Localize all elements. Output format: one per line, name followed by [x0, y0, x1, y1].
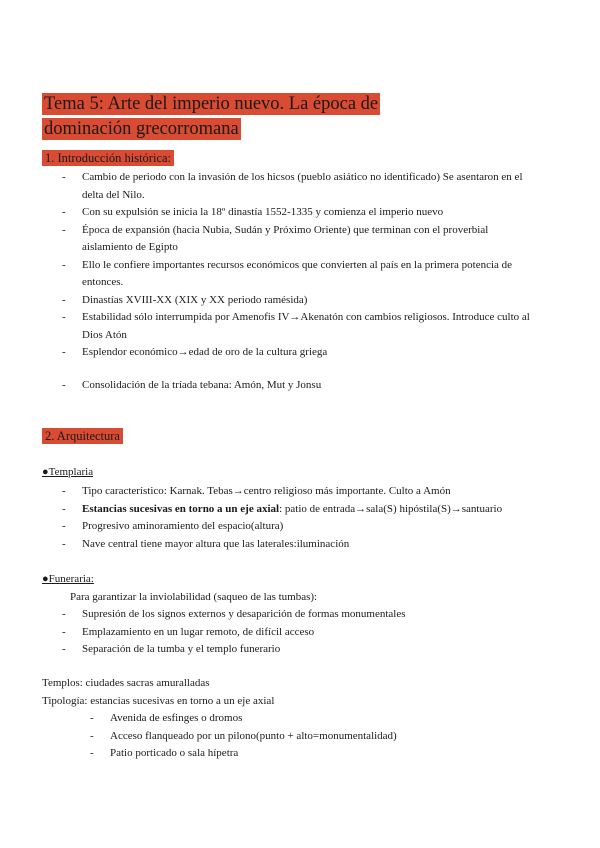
list-item: - Progresivo aminoramiento del espacio(altura)	[62, 518, 532, 536]
templaria-list	[62, 483, 532, 553]
templaria-label: ●Templaria	[42, 466, 94, 478]
historical-list	[62, 169, 532, 362]
list-item: - Nave central tiene mayor altura que las laterales:iluminación	[62, 536, 532, 554]
list-item: - Separación de la tumba y el templo funerario	[62, 641, 532, 659]
title-text: Tema 5: Arte del imperio nuevo. La época de dominación grecorromana	[44, 94, 379, 139]
templos-line: Templos: ciudades sacras amuralladas	[42, 677, 210, 689]
list-item: - Época de expansión (hacia Nubia, Sudán y Próximo Oriente) que terminan con el proverbial aislamiento de Egipto	[62, 222, 532, 257]
historical-list-extra	[62, 377, 532, 395]
list-item: - Acceso flanqueado por un pilono(punto + alto=monumentalidad)	[90, 728, 530, 746]
funeraria-label: ●Funeraria:	[42, 573, 94, 585]
list-item: - Ello le confiere importantes recursos económicos que convierten al país en la primera potencia de entonces.	[62, 257, 532, 292]
list-item: - Cambio de periodo con la invasión de los hicsos (pueblo asiático no identificado) Se asentaron en el delta del Nilo.	[62, 169, 532, 204]
tipologia-list	[90, 710, 530, 763]
list-item	[62, 501, 532, 519]
bold-prefix: Estancias sucesivas en torno a un eje axial	[82, 502, 280, 515]
list-item: - Tipo característico: Karnak. Tebas→centro religioso más importante. Culto a Amón	[62, 483, 532, 501]
list-item-rest: : patio de entrada→sala(S) hipóstila(S)→santuario	[279, 502, 503, 515]
section-heading-historical: 1. Introducción histórica:	[42, 151, 174, 166]
tipologia-line: Tipología: estancias sucesivas en torno a un eje axial	[42, 695, 275, 707]
list-item: - Patio porticado o sala hípetra	[90, 745, 530, 763]
list-item: - Estabilidad sólo interrumpida por Amenofis IV→Akenatón con cambios religiosos. Introduce culto al Dios Atón	[62, 309, 532, 344]
section-heading-architecture: 2. Arquitectura	[42, 429, 123, 444]
list-item: - Consolidación de la tríada tebana: Amón, Mut y Jonsu	[62, 377, 532, 395]
list-item: - Con su expulsión se inicia la 18º dinastía 1552-1335 y comienza el imperio nuevo	[62, 204, 532, 222]
funeraria-intro: Para garantizar la inviolabilidad (saqueo de las tumbas):	[70, 591, 318, 603]
list-item: - Esplendor económico→edad de oro de la cultura griega	[62, 344, 532, 362]
list-item: - Emplazamiento en un lugar remoto, de difícil acceso	[62, 624, 532, 642]
funeraria-list	[62, 606, 532, 659]
page-title	[42, 92, 462, 142]
list-item: - Dinastías XVIII-XX (XIX y XX periodo ramésida)	[62, 292, 532, 310]
list-item: - Avenida de esfinges o dromos	[90, 710, 530, 728]
list-item: - Supresión de los signos externos y desaparición de formas monumentales	[62, 606, 532, 624]
